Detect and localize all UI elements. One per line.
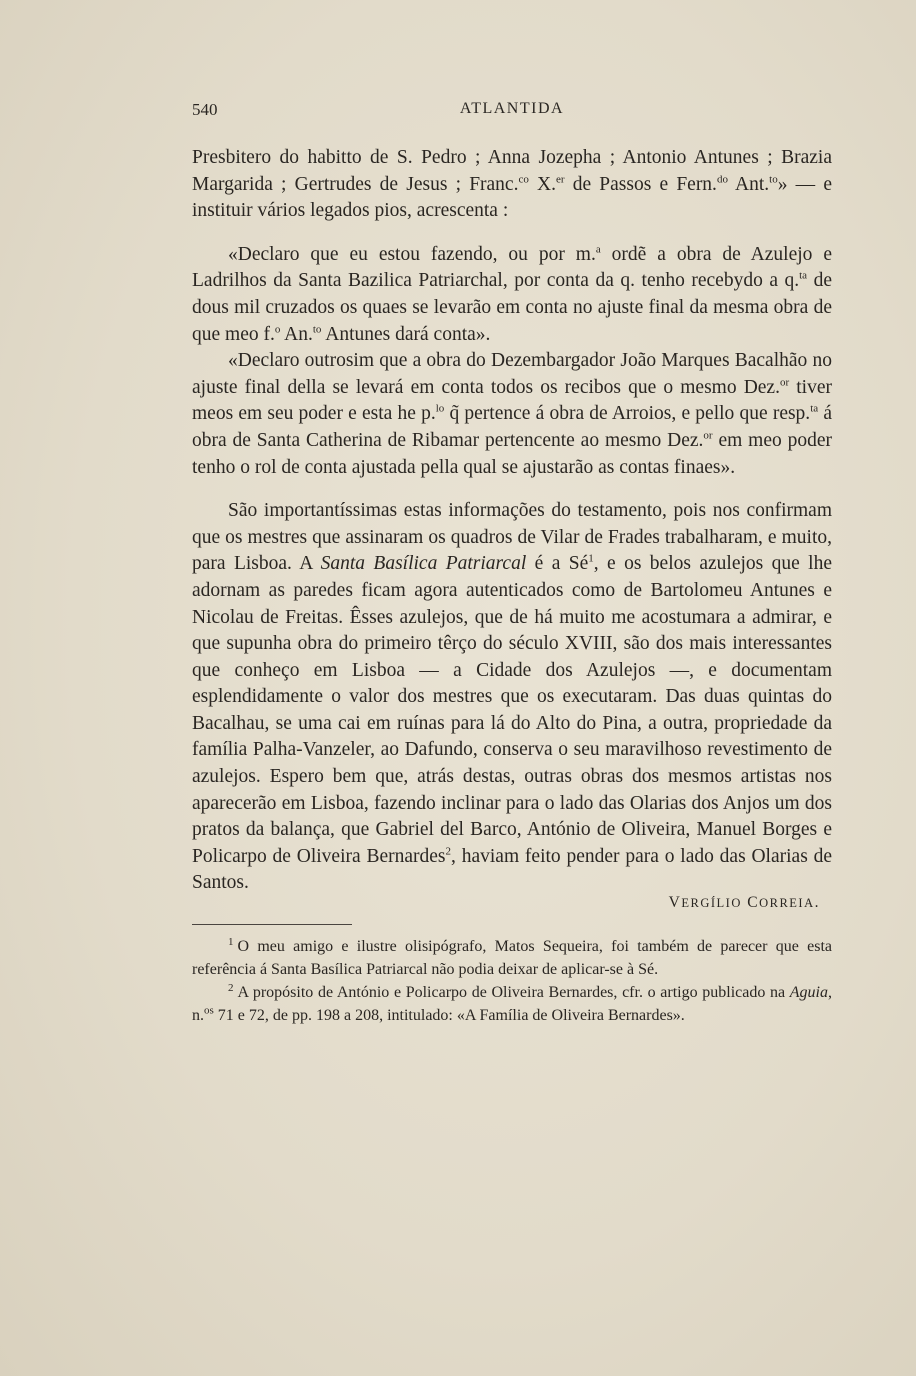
running-head [192,100,832,122]
footnote-1: $^1$ O meu amigo e ilustre olisipógrafo, Matos Sequeira, foi também de parecer que esta referência á Santa Basílica Patriarcal não podia deixar de aplicar-se à Sé. [192,935,832,979]
body-text [192,145,832,1027]
author-signature: VERGÍLIO CORREIA. [668,894,820,912]
paragraph-quote-2: «Declaro outrosim que a obra do Dezembargador João Marques Bacalhão no ajuste final della se levará em conta todos os recibos que o mesmo Dez.$^{or}$ tiver meos em seu poder e esta he p.$^{lo}$ q̃ pertence á obra de Arroios, e pello que resp.$^{ta}$ á obra de Santa Catherina de Ribamar pertencente ao mesmo Dez.$^{or}$ em meo poder tenho o rol de conta ajustada pella qual se ajustarão as contas finaes». [192,350,832,478]
paragraph-main: São importantíssimas estas informações do testamento, pois nos confirmam que os mestres que assinaram os quadros de Vilar de Frades trabalharam, e muito, para Lisboa. A Santa Basílica Patriarcal é a $Sé^1$, e os belos azulejos que lhe adornam as paredes ficam agora autenticados como de Bartolomeu Antunes e Nicolau de Freitas. Êsses azulejos, que de há muito me acostumara a admirar, e que supunha obra do primeiro têrço do século XVIII, são dos mais interessantes que conheço em Lisboa — a Cidade dos Azulejos —, e documentam esplendidamente o valor dos mestres que os executaram. Das duas quintas do Bacalhau, se uma cai em ruínas para lá do Alto do Pina, a outra, propriedade da família Palha-Vanzeler, ao Dafundo, conserva o seu maravilhoso revestimento de azulejos. Espero bem que, atrás destas, outras obras dos mesmos artistas nos aparecerão em Lisboa, fazendo inclinar para o lado das Olarias dos Anjos um dos pratos da balança, que Gabriel del Barco, António de Oliveira, Manuel Borges e Policarpo de Oliveira Bernardes$^2$, haviam feito pender para o lado das Olarias de Santos. [192,500,832,894]
paragraph-1: Presbitero do habitto de S. Pedro ; Anna Jozepha ; Antonio Antunes ; Brazia Margarida ; Gertrudes de Jesus ; Franc.$^{co}$ X.$^{er}$ de Passos e Fern.$^{do}$ Ant.$^{to}$» — e instituir vários legados pios, acrescenta : [192,147,832,222]
footnote-2: $^2$ A propósito de António e Policarpo de Oliveira Bernardes, cfr. o artigo publicado na Aguia, n.$^{os}$ 71 e 72, de pp. 198 a 208, intitulado: «A Família de Oliveira Bernardes». [192,981,832,1025]
journal-title: ATLANTIDA [459,100,565,117]
page-number: 540 [192,100,218,119]
footnote-rule [192,924,352,925]
paragraph-quote-1: «Declaro que eu estou fazendo, ou por m.$^a$ ordẽ a obra de Azulejo e Ladrilhos da Santa Bazilica Patriarchal, por conta da q. tenho recebydo a q.$^{ta}$ de dous mil cruzados os quaes se levarão em conta no ajuste final da mesma obra de que meo f.$^o$ An.$^{to}$ Antunes dará conta». [192,243,832,345]
